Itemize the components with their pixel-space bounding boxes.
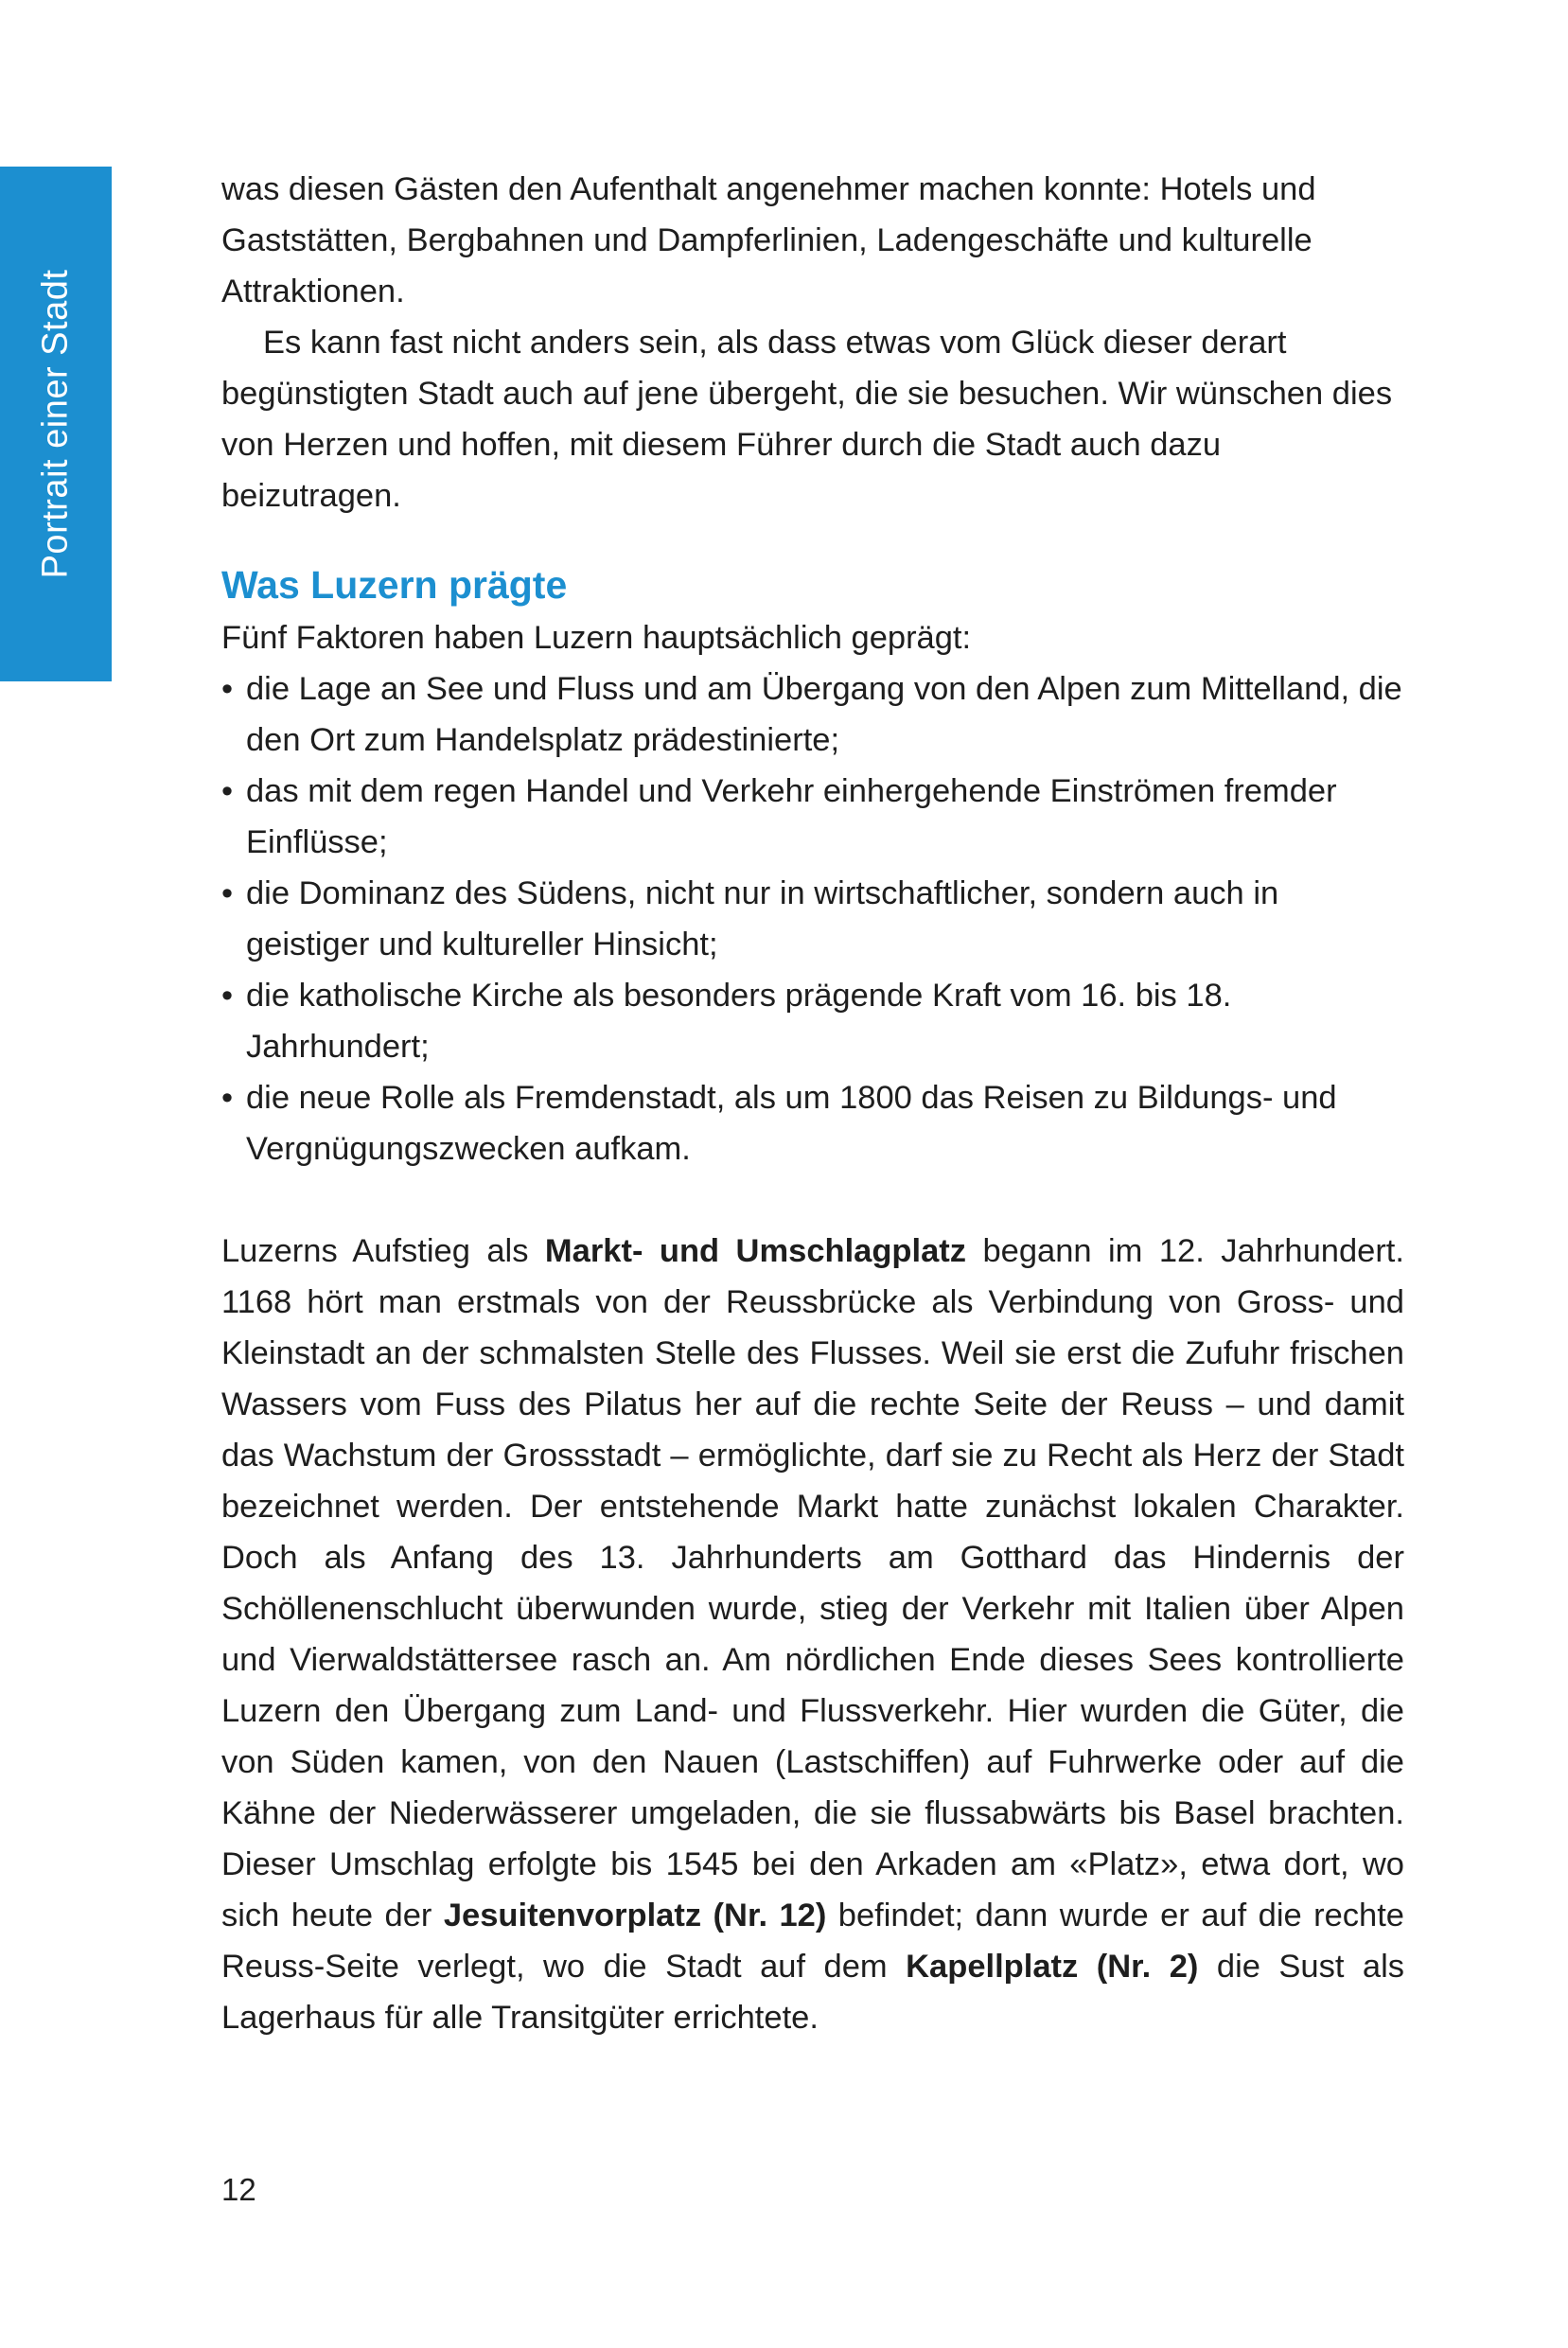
market-text-4: die Sust als Lagerhaus für alle Transitgüter errichtete. [221, 1949, 1405, 2036]
intro-paragraph-1: was diesen Gästen den Aufenthalt angenehmer machen konnte: Hotels und Gaststätten, Bergbahnen und Dampferlinien, Ladengeschäfte und kulturelle Attraktionen. [221, 171, 1316, 309]
page-number: 12 [221, 2172, 256, 2207]
list-item: • die katholische Kirche als besonders prägende Kraft vom 16. bis 18. Jahrhundert; [221, 970, 1404, 1072]
market-term-bold: Markt- und Umschlagplatz [544, 1233, 967, 1269]
market-text-1: Luzerns Aufstieg als [221, 1233, 545, 1269]
page-content [221, 164, 1404, 2043]
chapter-tab-label: Portrait einer Stadt [35, 269, 76, 579]
section-heading: Was Luzern prägte [221, 563, 568, 607]
list-item: • die Lage an See und Fluss und am Übergang von den Alpen zum Mittelland, die den Ort zum Handelsplatz prädestinierte; [221, 663, 1404, 766]
list-item: • die neue Rolle als Fremdenstadt, als um 1800 das Reisen zu Bildungs- und Vergnügungszwecken aufkam. [221, 1072, 1404, 1174]
market-text-2: begann im 12. Jahrhundert. 1168 hört man erstmals von der Reussbrücke als Verbindung von Gross- und Kleinstadt an der schmalsten Stelle des Flusses. Weil sie erst die Zufuhr frischen Wassers vom Fuss des Pilatus her auf die rechte Seite der Reuss – und damit das Wachstum der Grossstadt – ermöglichte, darf sie zu Recht als Herz der Stadt bezeichnet werden. Der entstehende Markt hatte zunächst lokalen Charakter. Doch als Anfang des 13. Jahrhunderts am Gotthard das Hindernis der Schöllenenschlucht überwunden wurde, stieg der Verkehr mit Italien über Alpen und Vierwaldstättersee rasch an. Am nördlichen Ende dieses Sees kontrollierte Luzern den Übergang zum Land- und Flussverkehr. Hier wurden die Güter, die von Süden kamen, von den Nauen (Lastschiffen) auf Fuhrwerke oder auf die Kähne der Niederwässerer umgeladen, die sie flussabwärts bis Basel brachten. Dieser Umschlag erfolgte bis 1545 bei den Arkaden am «Platz», etwa dort, wo sich heute der [221, 1233, 1404, 1933]
chapter-tab [0, 167, 112, 681]
factor-list [221, 663, 1404, 1174]
intro-paragraph-2: Es kann fast nicht anders sein, als dass etwas vom Glück dieser derart begünstigten Stadt auch auf jene übergeht, die sie besuchen. Wir wünschen dies von Herzen und hoffen, mit diesem Führer durch die Stadt auch dazu beizutragen. [221, 325, 1393, 514]
market-paragraph [221, 1226, 1404, 2043]
kapellplatz-ref: Kapellplatz (Nr. 2) [906, 1949, 1199, 1985]
list-item: • die Dominanz des Südens, nicht nur in wirtschaftlicher, sondern auch in geistiger und kultureller Hinsicht; [221, 868, 1404, 970]
jesuitenvorplatz-ref: Jesuitenvorplatz (Nr. 12) [443, 1898, 827, 1933]
list-item: • das mit dem regen Handel und Verkehr einhergehende Einströmen fremder Einflüsse; [221, 766, 1404, 868]
section-intro: Fünf Faktoren haben Luzern hauptsächlich geprägt: [221, 620, 972, 656]
market-text-3: befindet; dann wurde er auf die rechte Reuss-Seite verlegt, wo die Stadt auf dem [221, 1898, 1404, 1985]
paragraph-gap [221, 1174, 1404, 1226]
